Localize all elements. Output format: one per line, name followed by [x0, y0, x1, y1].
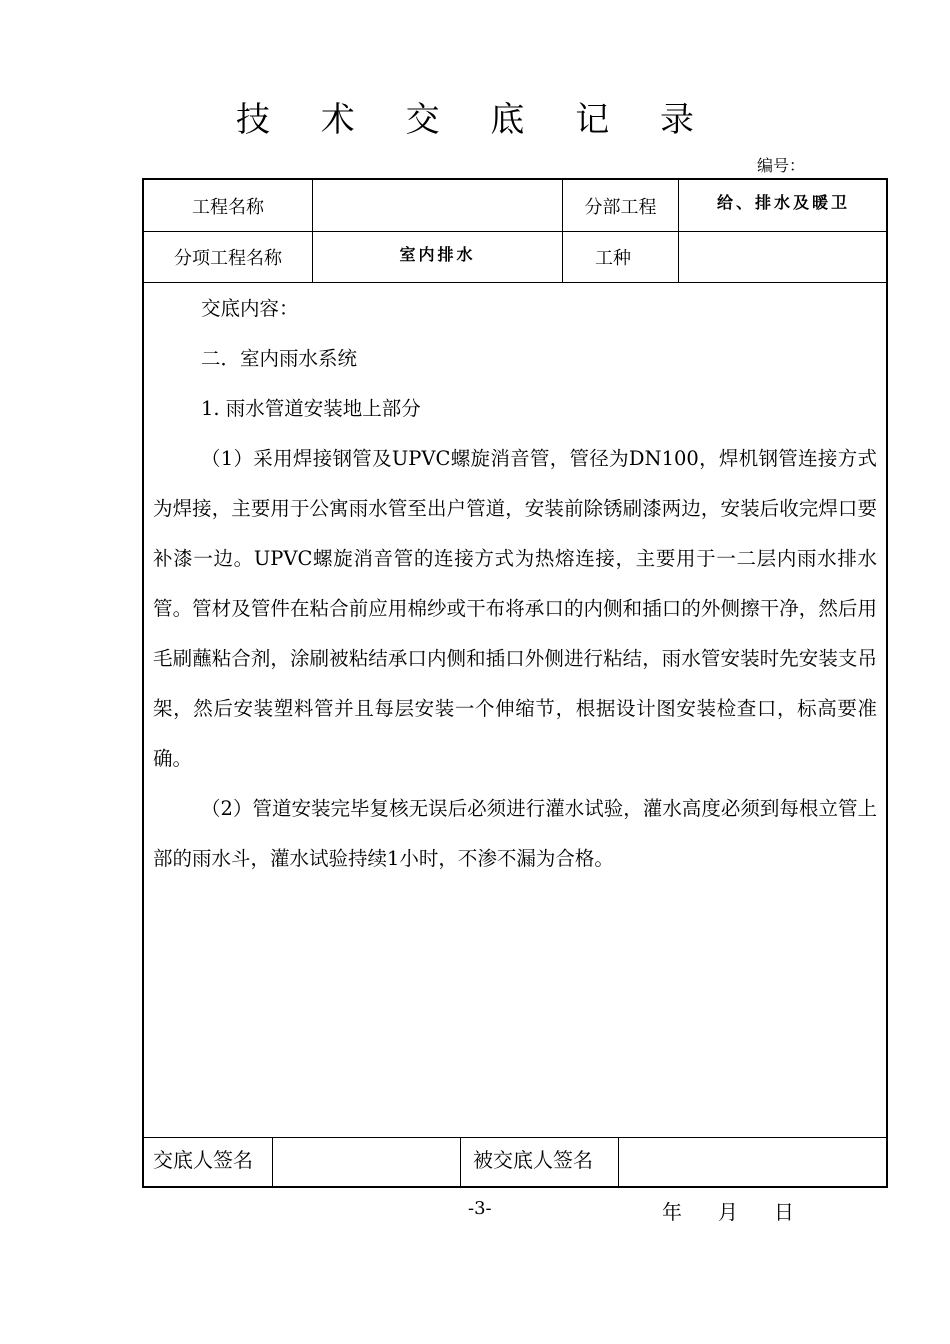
discloser-signature-label: 交底人签名: [153, 1147, 253, 1172]
section-heading: 二．室内雨水系统: [201, 347, 358, 370]
doc-number-label: 编号：: [757, 156, 806, 175]
disclosure-content: [153, 284, 877, 884]
project-name-field[interactable]: [313, 180, 562, 231]
row-divider: [144, 282, 886, 283]
discloser-signature-field[interactable]: [273, 1138, 460, 1188]
content-paragraph-1: （1）采用焊接钢管及UPVC螺旋消音管，管径为DN100，焊机钢管连接方式为焊接，主要用于公寓雨水管至出户管道，安装前除锈刷漆两边，安装后收完焊口要补漆一边。UPVC螺旋消音管的连接方式为热熔连接，主要用于一二层内雨水排水管。管材及管件在粘合前应用棉纱或干布将承口的内侧和插口的外侧擦干净，然后用毛刷蘸粘合剂，涂刷被粘结承口内侧和插口外侧进行粘结，雨水管安装时先安装支吊架，然后安装塑料管并且每层安装一个伸缩节，根据设计图安装检查口，标高要准确。: [153, 447, 877, 770]
trade-field[interactable]: [679, 232, 888, 282]
trade-label: 工种: [595, 248, 631, 269]
month-label: 月: [718, 1200, 738, 1224]
recipient-signature-field[interactable]: [619, 1138, 888, 1188]
subitem-label: 分项工程名称: [174, 248, 282, 269]
date-line: [662, 1196, 794, 1225]
col-divider: [460, 1137, 461, 1188]
project-name-label: 工程名称: [192, 196, 264, 218]
recipient-signature-label: 被交底人签名: [473, 1147, 593, 1172]
division-field[interactable]: 给、排水及暖卫: [716, 193, 850, 212]
page-number: -3-: [468, 1198, 492, 1219]
content-paragraph-2: （2）管道安装完毕复核无误后必须进行灌水试验，灌水高度必须到每根立管上部的雨水斗，灌水试验持续1小时，不渗不漏为合格。: [153, 797, 877, 870]
page-title: 技 术 交 底 记 录: [235, 100, 715, 140]
subitem-field[interactable]: 室内排水: [399, 244, 476, 264]
content-heading: 交底内容：: [201, 297, 299, 320]
day-label: 日: [774, 1200, 794, 1224]
year-label: 年: [662, 1200, 682, 1224]
disclosure-form: [142, 178, 888, 1188]
subsection-heading: 1. 雨水管道安装地上部分: [201, 397, 421, 420]
division-label: 分部工程: [584, 196, 657, 218]
